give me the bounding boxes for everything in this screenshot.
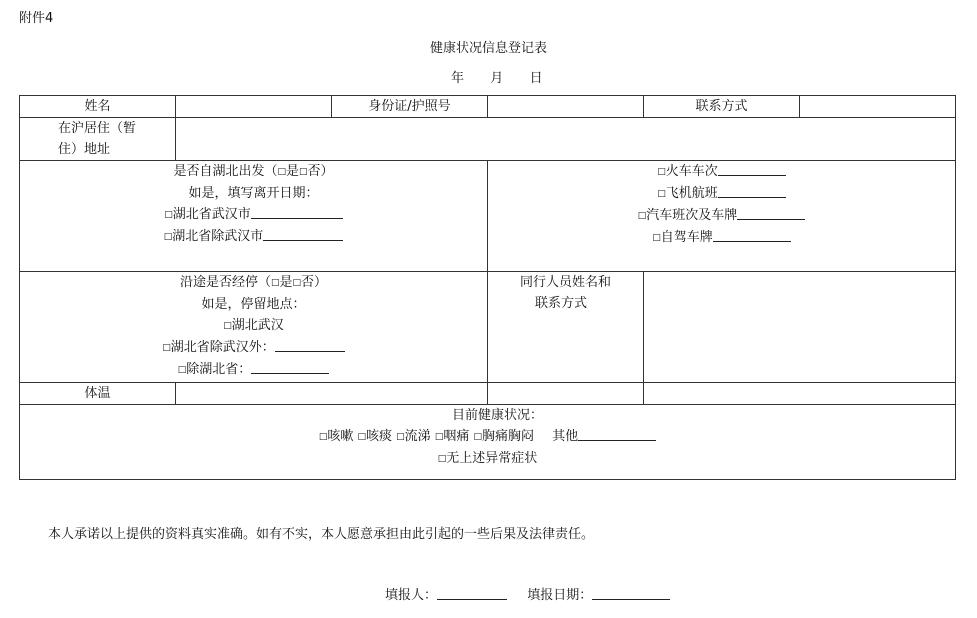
checkbox-icon[interactable]: □ — [292, 278, 302, 288]
health-status-cell — [20, 405, 956, 480]
attachment-label: 附件4 — [19, 11, 54, 26]
address-input-cell[interactable] — [176, 118, 956, 161]
option-hubei-wuhan: □湖北省武汉市 — [20, 204, 487, 226]
train-blank[interactable] — [718, 162, 786, 176]
checkbox-icon[interactable]: □ — [164, 210, 173, 220]
symptom-phlegm: 咳痰 — [366, 429, 393, 444]
temp-label: 体温 — [84, 386, 111, 401]
symptom-none-option: □无上述异常症状 — [437, 451, 538, 466]
option-flight: □飞机航班 — [488, 183, 955, 205]
symptom-other-label: 其他 — [552, 429, 579, 444]
temp-extra-cell-1[interactable] — [488, 383, 644, 405]
temp-input-cell[interactable] — [176, 383, 488, 405]
symptom-other-blank[interactable] — [578, 427, 656, 441]
row-address — [20, 118, 956, 161]
fill-date-blank[interactable] — [592, 586, 670, 600]
address-label-line1: 在沪居住（暂 — [58, 121, 137, 136]
name-label: 姓名 — [84, 99, 111, 114]
companion-label-line2: 联系方式 — [535, 296, 588, 311]
departure-date-prompt: 如是，填写离开日期： — [188, 186, 319, 201]
symptom-sore-throat: 咽痛 — [443, 429, 470, 444]
wuhan-date-blank[interactable] — [251, 205, 343, 219]
health-status-heading: 目前健康状况： — [451, 408, 543, 423]
row-health-status — [20, 405, 956, 480]
checkbox-icon[interactable]: □ — [299, 167, 308, 177]
option-hubei-non-wuhan: □湖北省除武汉市 — [20, 226, 487, 248]
footer-signature — [385, 584, 670, 603]
date-day-label: 日 — [529, 71, 543, 86]
option-stop-wuhan: □湖北武汉 — [223, 318, 284, 333]
no-option-label: 否 — [301, 275, 315, 290]
option-bus: □汽车班次及车牌 — [488, 205, 955, 227]
registration-table — [19, 95, 956, 480]
checkbox-icon[interactable]: □ — [473, 432, 483, 442]
name-label-cell — [20, 96, 176, 118]
date-line — [451, 67, 543, 86]
companion-input-cell[interactable] — [644, 272, 956, 383]
contact-label: 联系方式 — [695, 99, 748, 114]
option-stop-hubei-other: □湖北省除武汉外： — [20, 337, 487, 359]
pledge-statement: 本人承诺以上提供的资料真实准确。如有不实，本人愿意承担由此引起的一些后果及法律责任。 — [48, 527, 595, 542]
hubei-other-blank[interactable] — [275, 338, 345, 352]
stopover-cell — [20, 272, 488, 383]
address-label-line2: 住）地址 — [58, 142, 111, 157]
option-stop-outside: □除湖北省： — [20, 359, 487, 381]
date-month-label: 月 — [490, 71, 504, 86]
symptom-options — [20, 426, 955, 448]
temp-label-cell — [20, 383, 176, 405]
yes-option-label: 是 — [279, 275, 293, 290]
departure-left-cell — [20, 161, 488, 272]
non-wuhan-date-blank[interactable] — [263, 227, 343, 241]
name-input-cell[interactable] — [176, 96, 332, 118]
companion-label-line1: 同行人员姓名和 — [519, 275, 611, 290]
yes-option-label: 是 — [285, 164, 299, 179]
checkbox-icon[interactable]: □ — [396, 432, 405, 442]
checkbox-icon[interactable]: □ — [223, 321, 232, 331]
outside-blank[interactable] — [251, 360, 329, 374]
departure-question: 是否自湖北出发（□是□否） — [173, 164, 334, 179]
flight-blank[interactable] — [718, 184, 786, 198]
row-name-id-contact — [20, 96, 956, 118]
option-train: □火车车次 — [488, 161, 955, 183]
date-year-label: 年 — [451, 71, 465, 86]
symptom-cough: 咳嗽 — [327, 429, 354, 444]
companion-label-cell — [488, 272, 644, 383]
no-option-label: 否 — [307, 164, 321, 179]
filler-label: 填报人： — [385, 588, 438, 603]
row-stopover — [20, 272, 956, 383]
contact-input-cell[interactable] — [800, 96, 956, 118]
checkbox-icon[interactable]: □ — [270, 278, 280, 288]
checkbox-icon[interactable]: □ — [657, 167, 666, 177]
checkbox-icon[interactable]: □ — [657, 189, 666, 199]
checkbox-icon[interactable]: □ — [652, 233, 661, 243]
bus-blank[interactable] — [737, 206, 805, 220]
transport-cell — [488, 161, 956, 272]
symptom-chest-pain: 胸痛胸闷 — [482, 429, 535, 444]
checkbox-icon[interactable]: □ — [357, 432, 366, 442]
stopover-place-prompt: 如是，停留地点： — [201, 297, 306, 312]
fill-date-label: 填报日期： — [527, 588, 593, 603]
form-title: 健康状况信息登记表 — [429, 41, 547, 56]
symptom-runny-nose: 流涕 — [404, 429, 431, 444]
filler-blank[interactable] — [437, 586, 507, 600]
id-input-cell[interactable] — [488, 96, 644, 118]
temp-extra-cell-2[interactable] — [644, 383, 956, 405]
checkbox-icon[interactable]: □ — [637, 211, 647, 221]
drive-blank[interactable] — [713, 228, 791, 242]
checkbox-icon[interactable]: □ — [318, 432, 328, 442]
checkbox-icon[interactable]: □ — [437, 454, 447, 464]
contact-label-cell — [644, 96, 800, 118]
id-label-cell — [332, 96, 488, 118]
row-departure — [20, 161, 956, 272]
checkbox-icon[interactable]: □ — [177, 365, 187, 375]
checkbox-icon[interactable]: □ — [163, 232, 173, 242]
option-drive: □自驾车牌 — [488, 227, 955, 249]
id-label: 身份证/护照号 — [368, 99, 451, 114]
checkbox-icon[interactable]: □ — [434, 432, 444, 442]
row-temperature — [20, 383, 956, 405]
address-label-cell — [20, 118, 176, 161]
checkbox-icon[interactable]: □ — [277, 167, 286, 177]
checkbox-icon[interactable]: □ — [162, 343, 171, 353]
stopover-question: 沿途是否经停（□是□否） — [179, 275, 328, 290]
